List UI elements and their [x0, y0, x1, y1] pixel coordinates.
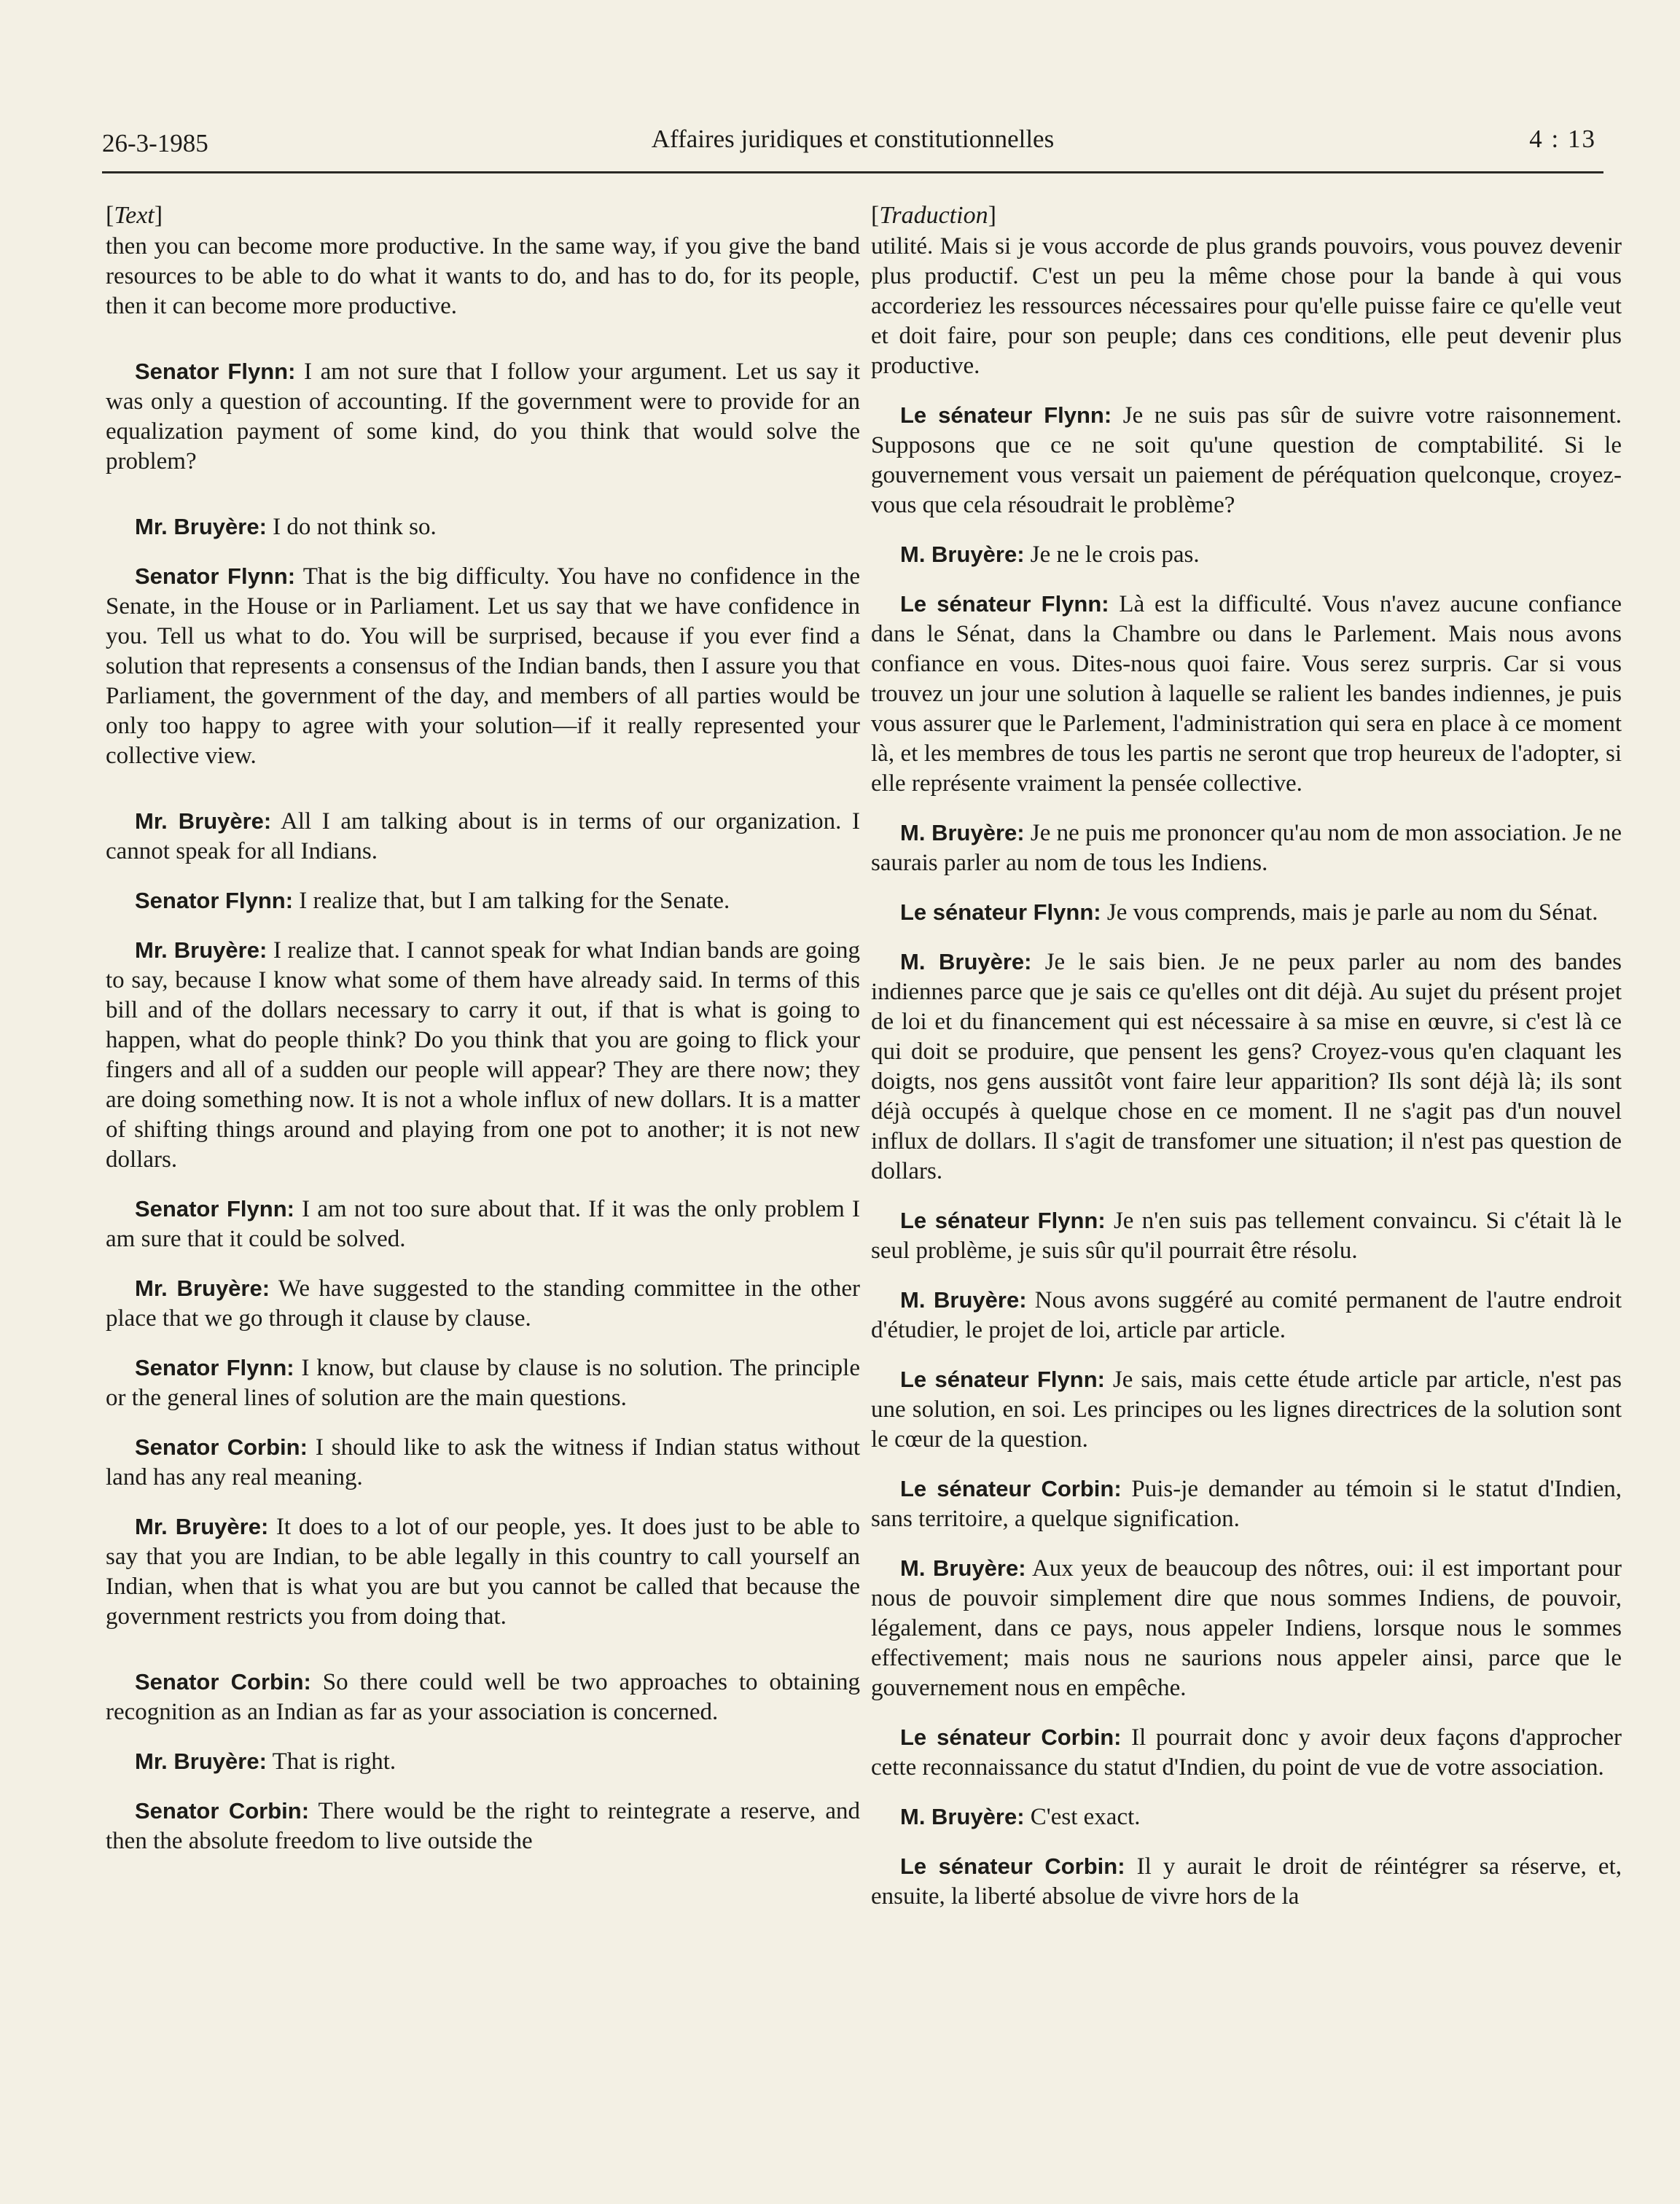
speech-text: Je le sais bien. Je ne peux parler au nom des bandes indiennes parce que je sais ce qu'elles ont dit déjà. Au sujet du présent projet de loi et du financement qui est nécessaire à sa mise en œuvre, si c'est là ce qui doit se produire, que pensent les gens? Croyez-vous qu'en claquant les doigts, nos gens aussitôt vont faire leur apparition? Ils sont déjà là; ils sont déjà occupés à quelque chose en ce moment. Il ne s'agit pas d'un nouvel influx de dollars. Il s'agit de transfomer une situation; il n'est pas question de dollars.: [871, 949, 1622, 1184]
speaker-name: Senator Corbin:: [135, 1669, 311, 1695]
speech-text: Il pourrait donc y avoir deux façons d'approcher cette reconnaissance du statut d'Indien, du point de vue de votre association.: [871, 1724, 1622, 1781]
speech-text: I know, but clause by clause is no solution. The principle or the general lines of solution are the main questions.: [106, 1355, 860, 1411]
speech-text: Je n'en suis pas tellement convaincu. Si c'était là le seul problème, je suis sûr qu'il pourrait être résolu.: [871, 1208, 1622, 1264]
speaker-name: Mr. Bruyère:: [135, 1748, 267, 1774]
french-paragraphs: [871, 231, 1622, 1912]
speaker-name: Le sénateur Corbin:: [900, 1724, 1122, 1750]
paragraph: [871, 1285, 1622, 1345]
paragraph: [871, 400, 1622, 520]
speaker-name: Mr. Bruyère:: [135, 808, 272, 834]
speech-text: It does to a lot of our people, yes. It does just to be able to say that you are Indian, to be able legally in this country to call yourself an Indian, when that is what you are but you cannot be called that because the government restricts you from doing that.: [106, 1514, 860, 1630]
speech-text: Puis-je demander au témoin si le statut d'Indien, sans territoire, a quelque signification.: [871, 1476, 1622, 1532]
speech-text: then you can become more productive. In the same way, if you give the band resources to be able to do what it wants to do, and has to do, for its people, then it can become more productive.: [106, 233, 860, 319]
french-column: [871, 200, 1622, 1931]
paragraph: [106, 512, 860, 542]
paragraph: [871, 589, 1622, 799]
speech-text: C'est exact.: [1030, 1804, 1141, 1830]
speaker-name: Le sénateur Flynn:: [900, 1208, 1106, 1233]
header-date: 26-3-1985: [102, 129, 208, 157]
paragraph: [871, 947, 1622, 1187]
speaker-name: M. Bruyère:: [900, 1804, 1025, 1829]
speaker-name: Senator Flynn:: [135, 888, 294, 913]
speaker-name: M. Bruyère:: [900, 949, 1032, 974]
speaker-name: M. Bruyère:: [900, 542, 1025, 567]
english-paragraphs: [106, 231, 860, 1856]
paragraph: [871, 1205, 1622, 1266]
speech-text: Je ne suis pas sûr de suivre votre raisonnement. Supposons que ce ne soit qu'une question de comptabilité. Si le gouvernement vous versait un paiement de péréquation quelconque, croyez-vous que cela résoudrait le problème?: [871, 402, 1622, 518]
speech-text: So there could well be two approaches to obtaining recognition as an Indian as far as your association is concerned.: [106, 1669, 861, 1725]
paragraph: [106, 1273, 860, 1334]
speaker-name: Senator Corbin:: [135, 1798, 310, 1824]
speech-text: That is right.: [272, 1748, 396, 1775]
speaker-name: Senator Corbin:: [135, 1434, 308, 1460]
speech-text: utilité. Mais si je vous accorde de plus grands pouvoirs, vous pouvez devenir plus productif. C'est un peu la même chose pour la bande à qui vous accorderiez les ressources nécessaires pour qu'elle puisse faire ce qu'elle veut et doit faire, pour son peuple; dans ces conditions, elle peut devenir plus productive.: [871, 233, 1622, 379]
paragraph: [871, 1722, 1622, 1783]
page-header: [102, 120, 1603, 173]
english-heading-label: Text: [114, 202, 155, 229]
speaker-name: Le sénateur Corbin:: [900, 1853, 1125, 1879]
speaker-name: Le sénateur Flynn:: [900, 591, 1109, 617]
speech-text: Aux yeux de beaucoup des nôtres, oui: il est important pour nous de pouvoir simplement dire que nous sommes Indiens, de pouvoir, légalement, dans ce pays, nous appeler Indiens, lorsque nous le sommes effectivement; mais nous ne saurions nous appeler ainsi, parce que le gouvernement nous en empêche.: [871, 1555, 1622, 1701]
speaker-name: Senator Flynn:: [135, 359, 296, 384]
speaker-name: M. Bruyère:: [900, 1287, 1027, 1313]
speaker-name: M. Bruyère:: [900, 820, 1025, 845]
paragraph: [106, 231, 860, 321]
speech-text: That is the big difficulty. You have no confidence in the Senate, in the House or in Parliament. Let us say that we have confidence in you. Tell us what to do. You will be surprised, because if you ever find a solution that represents a consensus of the Indian bands, then I assure you that Parliament, the government of the day, and members of all parties would be only too happy to agree with your solution—if it really represented your collective view.: [106, 563, 861, 769]
paragraph: [106, 1667, 860, 1727]
speech-text: Je ne puis me prononcer qu'au nom de mon association. Je ne saurais parler au nom de tous les Indiens.: [871, 820, 1622, 876]
speech-text: I realize that, but I am talking for the Senate.: [299, 888, 730, 914]
paragraph: [871, 539, 1622, 570]
english-column-heading: [Text]: [106, 202, 163, 229]
speech-text: Là est la difficulté. Vous n'avez aucune confiance dans le Sénat, dans la Chambre ou dans le Parlement. Mais nous avons confiance en vous. Dites-nous quoi faire. Vous serez surpris. Car si vous trouvez un jour une solution à laquelle se ralient les bandes indiennes, je puis vous assurer que le Parlement, l'administration qui sera en place à ce moment là, et les membres de tous les partis ne seront que trop heureux de l'adopter, si elle représente vraiment la pensée collective.: [871, 591, 1622, 797]
paragraph: [106, 1432, 860, 1493]
paragraph: [871, 1851, 1622, 1912]
speaker-name: Senator Flynn:: [135, 1355, 294, 1380]
french-column-heading: [Traduction]: [871, 202, 996, 229]
english-column: [106, 200, 860, 1875]
paragraph: [106, 1746, 860, 1777]
paragraph: [106, 1194, 860, 1254]
speech-text: Je sais, mais cette étude article par article, n'est pas une solution, en soi. Les principes ou les lignes directrices de la solution sont le cœur de la question.: [871, 1367, 1622, 1453]
paragraph: [106, 935, 860, 1175]
speaker-name: Mr. Bruyère:: [135, 1275, 270, 1301]
paragraph: [106, 561, 860, 771]
paragraph: [871, 1553, 1622, 1703]
speech-text: We have suggested to the standing committee in the other place that we go through it clause by clause.: [106, 1275, 860, 1332]
paragraph: [106, 1353, 860, 1413]
speaker-name: Mr. Bruyère:: [135, 1514, 269, 1539]
paragraph: [871, 231, 1622, 381]
paragraph: [106, 1796, 860, 1856]
speech-text: I should like to ask the witness if Indian status without land has any real meaning.: [106, 1434, 861, 1490]
header-title: Affaires juridiques et constitutionnelles: [651, 125, 1055, 153]
paragraph: [871, 1364, 1622, 1455]
speaker-name: Le sénateur Corbin:: [900, 1476, 1122, 1501]
speaker-name: Mr. Bruyère:: [135, 514, 267, 539]
speech-text: Je ne le crois pas.: [1030, 542, 1200, 568]
french-heading-label: Traduction: [879, 202, 988, 229]
speaker-name: Le sénateur Flynn:: [900, 1367, 1105, 1392]
speaker-name: Le sénateur Flynn:: [900, 402, 1112, 428]
speech-text: I am not too sure about that. If it was the only problem I am sure that it could be solved.: [106, 1196, 860, 1252]
header-page-number: 4 : 13: [1529, 125, 1596, 153]
speaker-name: Mr. Bruyère:: [135, 937, 267, 963]
paragraph: [106, 1512, 860, 1632]
paragraph: [871, 818, 1622, 878]
speaker-name: Senator Flynn:: [135, 1196, 294, 1222]
speech-text: I am not sure that I follow your argument. Let us say it was only a question of accounting. If the government were to provide for an equalization payment of some kind, do you think that would solve the problem?: [106, 359, 860, 474]
speech-text: Il y aurait le droit de réintégrer sa réserve, et, ensuite, la liberté absolue de vivre hors de la: [871, 1853, 1622, 1910]
speech-text: Nous avons suggéré au comité permanent de l'autre endroit d'étudier, le projet de loi, article par article.: [871, 1287, 1622, 1343]
paragraph: [106, 886, 860, 916]
speech-text: All I am talking about is in terms of our organization. I cannot speak for all Indians.: [106, 808, 861, 864]
speech-text: I realize that. I cannot speak for what Indian bands are going to say, because I know what some of them have already said. In terms of this bill and of the dollars necessary to carry it out, if that is what is going to happen, what do people think? Do you think that you are going to flick your fingers and all of a sudden our people will appear? They are there now; they are doing something now. It is not a whole influx of new dollars. It is a matter of shifting things around and playing from one pot to another; it is not new dollars.: [106, 937, 861, 1173]
paragraph: [871, 897, 1622, 928]
paragraph: [871, 1474, 1622, 1534]
paragraph: [106, 356, 860, 477]
speaker-name: Le sénateur Flynn:: [900, 899, 1101, 925]
speech-text: I do not think so.: [273, 514, 437, 540]
speech-text: There would be the right to reintegrate a reserve, and then the absolute freedom to live outside the: [106, 1798, 860, 1854]
paragraph: [871, 1802, 1622, 1832]
speech-text: Je vous comprends, mais je parle au nom du Sénat.: [1106, 899, 1598, 926]
paragraph: [106, 806, 860, 867]
speaker-name: M. Bruyère:: [900, 1555, 1026, 1581]
speaker-name: Senator Flynn:: [135, 563, 296, 589]
